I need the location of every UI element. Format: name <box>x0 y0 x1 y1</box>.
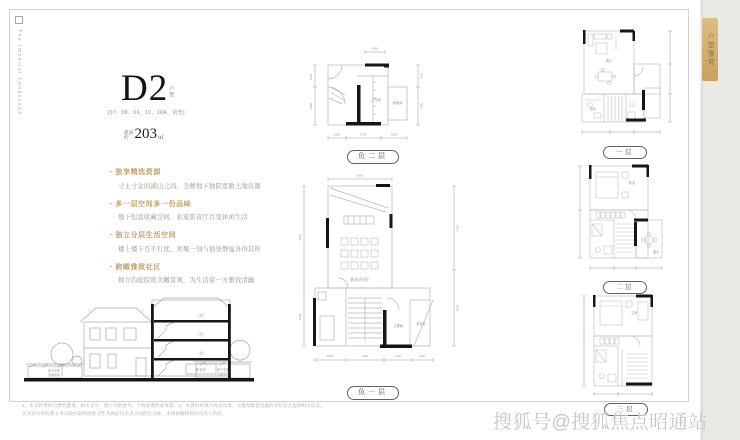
b2-dim-left1: 1500 <box>309 73 313 81</box>
feature-desc: 寸土寸金的湖山之间，全赠地下独院宽敞土地资源 <box>118 182 261 190</box>
f3-walls-light <box>594 296 652 386</box>
feature-desc: 独立的庭院绝美瞰景观，为生活留一方雅致清幽 <box>118 277 255 284</box>
f3-room-bed-label: 主卧 <box>630 311 638 315</box>
b1-dim-top: 5000 <box>356 173 364 178</box>
floorplan-f3 <box>572 288 680 400</box>
f2-furniture <box>592 172 660 254</box>
b2-dim-bottom3: 1800 <box>390 132 398 137</box>
garage-right-label1: 地下车库 <box>216 367 230 372</box>
b2-walls-light <box>328 65 407 125</box>
area-prefix-line1: 建面 <box>124 129 133 135</box>
cross-section-lines <box>26 298 252 378</box>
b1-seats <box>341 238 378 269</box>
floorplan-b2 <box>285 40 460 152</box>
b1-room-light-label: 采光井 <box>416 322 426 326</box>
garage-left-label2: 设备用房 <box>47 373 61 377</box>
plan-title: D2 <box>121 68 169 109</box>
b1-dim-bottom2: 3400 <box>361 354 369 358</box>
floorplan-f2 <box>570 158 680 278</box>
feature-desc: 地下恒温收藏空间，私家影音厅百变休闲生活 <box>118 214 248 221</box>
b1-dim-left2: 4200 <box>298 313 302 321</box>
house-cross-section <box>24 276 254 398</box>
corner-badge-label: 户型鉴赏 <box>706 32 714 67</box>
b2-room-equip-label: 设备间 <box>392 101 403 105</box>
feature-title: ▪ 独享精选资源 <box>110 167 282 177</box>
f3-floor-pill: 三层 <box>604 403 648 416</box>
b2-dim-top: 3600 <box>371 46 379 51</box>
area-value: 203 <box>134 126 157 142</box>
b2-dim-right1: 1200 <box>419 72 424 80</box>
f2-floor-pill: 二层 <box>603 281 647 294</box>
b2-dim-right2: 4800 <box>419 102 424 110</box>
disclaimer-line2: 买卖双方的权利义务以政府最终批准文件及商品房买卖合同约定为准，本资料解释权归出卖人所有。 <box>22 411 227 416</box>
b2-room-work-label: 工作间 <box>370 98 382 102</box>
f1-room-living-label: 客厅 <box>605 59 613 63</box>
b2-dim-bottom2: 3700 <box>359 132 367 137</box>
b2-dim-bottom1: 1900 <box>333 132 341 137</box>
b1-dim-left1: 6900 <box>298 233 302 241</box>
feature-title: ▪ 独立分层生活空间 <box>110 230 282 240</box>
b1-dim-bottom3: 1700 <box>394 354 402 358</box>
area-prefix <box>124 130 133 141</box>
feature-title: ▪ 俯瞰雅致社区 <box>110 262 282 272</box>
area-unit: ㎡ <box>158 135 164 141</box>
b2-walls-thick <box>346 64 389 126</box>
disclaimer-line1: 1、本宣传资料为要约邀请，相关文字、图片仅供参考，不构成要约或承诺；2、本资料对项目周边环境、交通及配套设施的介绍旨在提供相关信息。 <box>22 403 325 408</box>
b1-floor-pill: 负一层 <box>347 386 399 400</box>
garage-right-label2: 设备用房 <box>216 372 230 376</box>
plan-title-suffix: 户型 <box>168 86 174 98</box>
brand-vertical-text: The Imperial Landscape <box>16 29 22 116</box>
area-line <box>124 128 164 142</box>
units-note: [07、08、09、10、10A、别墅] <box>108 110 185 116</box>
floorplan-b1 <box>288 170 470 382</box>
feature-title: ▪ 多一层空间多一份品味 <box>110 199 282 209</box>
b2-floor-pill: 负二层 <box>347 150 399 164</box>
brand-mark <box>15 16 23 134</box>
feature-item <box>110 199 282 222</box>
feature-item <box>110 167 282 190</box>
floorplan-f1 <box>570 24 680 142</box>
feature-desc: 楼上楼下互不打扰，欢聚一刻与独处静谧各得其所 <box>118 245 261 253</box>
b1-room-cinema-label: 影音活动厅 <box>350 278 370 282</box>
feature-list <box>110 167 282 293</box>
section-floor2-label: 二层 <box>196 333 204 337</box>
b1-dim-right2: 4500 <box>455 304 460 312</box>
f3-walls-thick <box>593 295 653 386</box>
f2-room-bed-label: 卧室 <box>628 181 636 185</box>
b1-dim-right1: 5400 <box>455 224 460 232</box>
corner-badge <box>702 18 718 81</box>
b1-room-stair-label: 上楼间 <box>392 324 404 328</box>
feature-item <box>110 230 282 253</box>
garage-left-label1: 地下车库 <box>47 368 61 373</box>
f1-floor-pill: 一层 <box>603 146 647 159</box>
f1-room-kitchen-label: 厨房 <box>589 107 597 111</box>
area-prefix-line2: 约 <box>124 135 129 141</box>
b1-dim-bottom1: 2500 <box>326 354 334 358</box>
b1-dim-bottom4: 1400 <box>418 354 426 358</box>
section-floor3-label: 三层 <box>196 314 204 318</box>
section-cinema-label: 影音厅 <box>195 368 207 372</box>
f2-room-terrace-label: 露台 <box>652 250 660 254</box>
b2-dim-left2: 6600 <box>309 102 313 110</box>
watermark-text: 搜狐号@搜狐焦点昭通站 <box>493 412 708 433</box>
section-floor1-label: 一层 <box>196 352 204 356</box>
brand-logo-icon <box>15 16 23 24</box>
